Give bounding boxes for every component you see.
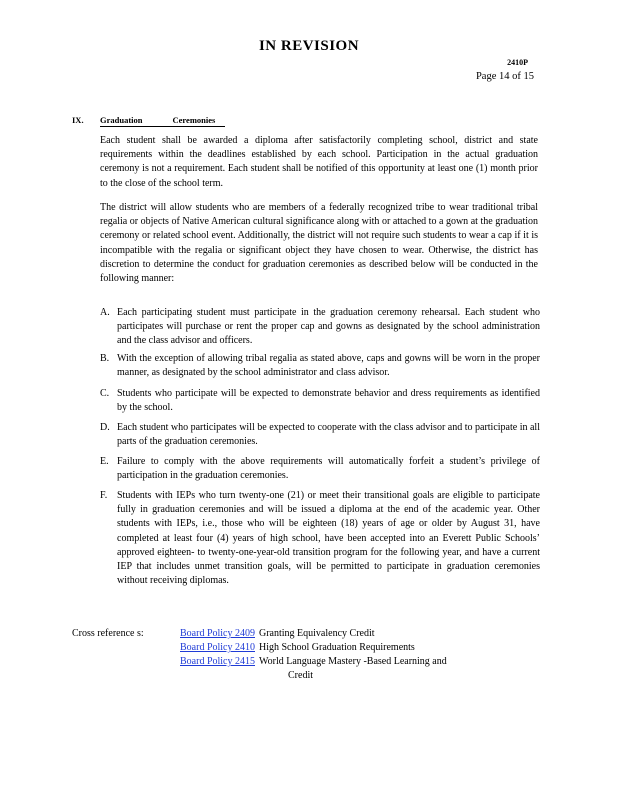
- list-item-label: F.: [100, 490, 108, 501]
- list-item-text: With the exception of allowing tribal regalia as stated above, caps and gowns will be worn in the proper manner, as designated by the school administrator and class advisor.: [117, 353, 540, 379]
- section-title: Graduation Ceremonies: [100, 115, 225, 127]
- list-item: [100, 421, 540, 449]
- list-item-label: D.: [100, 422, 110, 433]
- section-number: IX.: [72, 115, 84, 125]
- cross-reference-entry: [180, 655, 447, 669]
- board-policy-2415-link[interactable]: Board Policy 2415: [180, 656, 255, 667]
- paragraph-diploma: Each student shall be awarded a diploma after satisfactorily completing school, district and state requirements within the deadlines established by each school. Participation in the actual graduation ceremony is not a requirement. Each student shall be notified of this opportunity at least one (1) month prior to the close of the school term.: [100, 135, 538, 189]
- cross-reference-entry: [180, 627, 375, 641]
- page-number: Page 14 of 15: [475, 71, 534, 82]
- list-item-text: Each student who participates will be expected to cooperate with the class advisor and to participate in all parts of the graduation ceremonies.: [117, 422, 540, 448]
- policy-title-continuation: Credit: [288, 670, 313, 681]
- paragraph-tribal-regalia: The district will allow students who are members of a federally recognized tribe to wear traditional tribal regalia or objects of Native American cultural significance along with or attached to a gown at the graduation ceremony or related school event. Additionally, the district will not require such students to wear a cap if it is incompatible with the regalia or significant object they have chosen to wear. Otherwise, the district has discretion to determine the conduct for graduation ceremonies as described below will be conducted in the following manner:: [100, 202, 538, 285]
- list-item-label: E.: [100, 456, 109, 467]
- policy-title: Granting Equivalency Credit: [259, 628, 375, 639]
- list-item-text: Each participating student must participate in the graduation ceremony rehearsal. Each student who participates will purchase or rent the proper cap and gowns as designated by the school administration and the class advisor and officers.: [117, 307, 540, 347]
- policy-title: World Language Mastery -Based Learning and: [259, 656, 447, 667]
- list-item-text: Failure to comply with the above requirements will automatically forfeit a student’s privilege of participation in the graduation ceremonies.: [117, 456, 540, 482]
- list-item: [100, 306, 540, 349]
- list-item: [100, 489, 540, 588]
- board-policy-2409-link[interactable]: Board Policy 2409: [180, 628, 255, 639]
- list-item: [100, 455, 540, 483]
- list-item-text: Students with IEPs who turn twenty-one (21) or meet their transitional goals are eligible to participate fully in graduation ceremonies and will be issued a diploma at the end of the academic year. Other students with IEPs, i.e., those who will be eighteen (18) years of age or older by August 31, have completed at least four (4) years of high school, have been accepted into an Everett Public Schools’ approved eighteen- to twenty-one-year-old transition program for the following year, and have a current IEP that includes unmet transition goals, will be permitted to participate in graduation ceremonies without receiving diplomas.: [117, 490, 540, 587]
- list-item-text: Students who participate will be expected to demonstrate behavior and dress requirements as identified by the school.: [117, 388, 540, 414]
- policy-title: High School Graduation Requirements: [259, 642, 415, 653]
- list-item-label: A.: [100, 307, 110, 318]
- list-item: [100, 352, 540, 380]
- list-item-label: B.: [100, 353, 110, 364]
- page-title: IN REVISION: [258, 38, 360, 54]
- cross-reference-label: Cross reference s:: [72, 628, 144, 639]
- cross-reference-entry: [180, 641, 415, 655]
- document-code: 2410P: [507, 58, 528, 67]
- list-item: [100, 387, 540, 415]
- section-heading: [72, 115, 542, 131]
- list-item-label: C.: [100, 388, 110, 399]
- board-policy-2410-link[interactable]: Board Policy 2410: [180, 642, 255, 653]
